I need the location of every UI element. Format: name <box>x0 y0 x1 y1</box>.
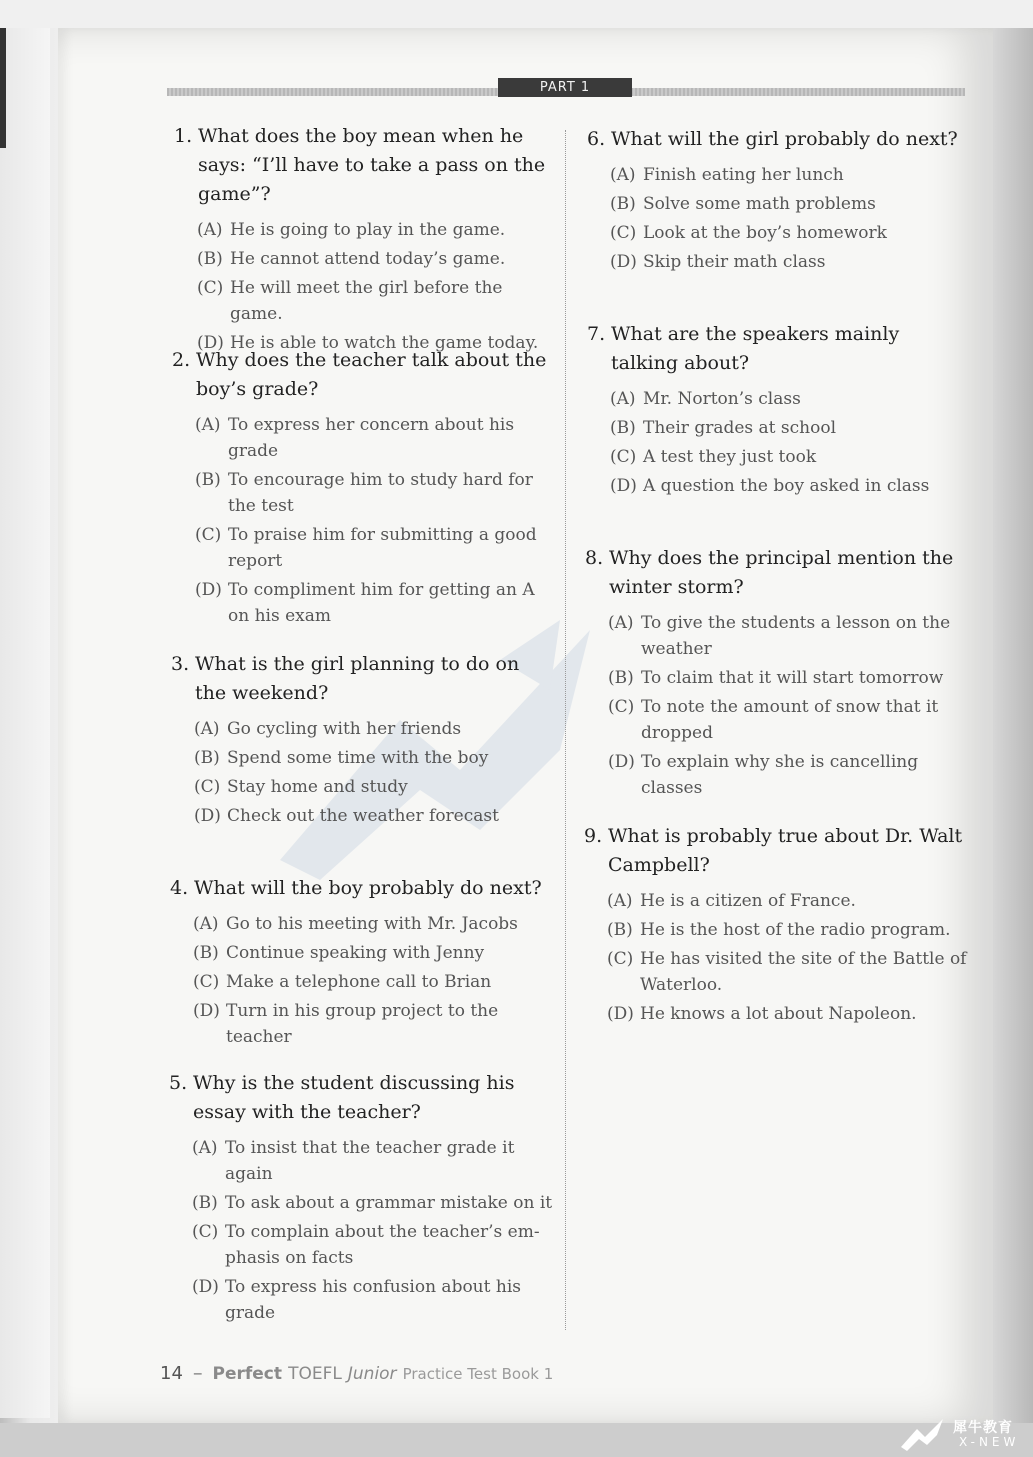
option-list <box>610 162 967 275</box>
option-b <box>195 467 556 519</box>
option-c <box>197 275 556 327</box>
option-text: Their grades at school <box>643 418 837 438</box>
option-text: To express his confusion about his grade <box>225 1277 521 1323</box>
option-a <box>608 610 967 662</box>
option-d <box>193 998 556 1050</box>
option-text: To encourage him to study hard for the test <box>228 470 533 516</box>
question-stem: Why does the principal mention the winter storm? <box>609 547 954 598</box>
option-text: Look at the boy’s homework <box>643 223 887 243</box>
option-text: He is a citizen of France. <box>640 891 856 911</box>
option-text: Stay home and study <box>227 777 408 797</box>
option-letter: (D) <box>607 1004 634 1024</box>
option-list <box>194 716 556 829</box>
option-text: He cannot attend today’s game. <box>230 249 506 269</box>
question-2 <box>172 346 556 632</box>
question-number: 9. <box>584 825 603 847</box>
option-text: Turn in his group project to the teacher <box>226 1001 499 1047</box>
option-letter: (B) <box>193 943 219 963</box>
question-stem: What is probably true about Dr. Walt Campbell? <box>608 825 963 876</box>
option-list <box>195 412 556 629</box>
option-text: Make a telephone call to Brian <box>226 972 492 992</box>
option-b <box>610 415 967 441</box>
question-1 <box>174 122 556 359</box>
question-6 <box>587 125 967 278</box>
option-c <box>608 694 967 746</box>
option-letter: (D) <box>610 476 637 496</box>
question-stem: What will the girl probably do next? <box>611 128 958 150</box>
page-number: 14 <box>160 1363 183 1384</box>
option-letter: (D) <box>197 333 224 353</box>
question-number: 5. <box>169 1072 188 1094</box>
option-b <box>607 917 967 943</box>
option-list <box>192 1135 556 1326</box>
option-d <box>608 749 967 801</box>
option-letter: (C) <box>610 447 637 467</box>
option-text: He is able to watch the game today. <box>230 333 539 353</box>
option-text: To give the students a lesson on the weather <box>641 613 951 659</box>
logo-text-chinese: 犀牛教育 <box>953 1420 1013 1436</box>
option-text: Mr. Norton’s class <box>643 389 801 409</box>
option-letter: (B) <box>197 249 223 269</box>
rhino-logo-icon <box>899 1417 951 1451</box>
option-letter: (B) <box>610 194 636 214</box>
question-stem: What are the speakers mainly talking about? <box>611 323 900 374</box>
option-letter: (C) <box>194 777 221 797</box>
option-c <box>192 1219 556 1271</box>
question-4 <box>170 874 556 1053</box>
option-letter: (D) <box>193 1001 220 1021</box>
option-b <box>610 191 967 217</box>
column-divider <box>565 130 566 1330</box>
option-c <box>193 969 556 995</box>
question-stem: What will the boy probably do next? <box>194 877 542 899</box>
option-letter: (C) <box>197 278 224 298</box>
option-b <box>608 665 967 691</box>
scan-top-strip <box>0 0 1033 28</box>
book-title-junior: Junior <box>347 1364 397 1384</box>
part-label: PART 1 <box>498 78 632 97</box>
question-stem: What does the boy mean when he says: “I’ll have to take a pass on the game”? <box>198 125 546 205</box>
option-a <box>197 217 556 243</box>
question-5 <box>169 1069 556 1329</box>
option-letter: (C) <box>607 949 634 969</box>
option-text: Go cycling with her friends <box>227 719 462 739</box>
logo-text-xnew: X-NEW <box>959 1435 1020 1449</box>
option-letter: (D) <box>610 252 637 272</box>
option-text: Solve some math problems <box>643 194 876 214</box>
question-stem: Why is the student discussing his essay with the teacher? <box>193 1072 515 1123</box>
question-9 <box>584 822 967 1030</box>
option-c <box>195 522 556 574</box>
option-letter: (B) <box>607 920 633 940</box>
option-letter: (B) <box>608 668 634 688</box>
option-letter: (A) <box>192 1138 218 1158</box>
option-text: To praise him for submitting a good report <box>228 525 537 571</box>
option-letter: (C) <box>608 697 635 717</box>
question-number: 8. <box>585 547 604 569</box>
option-letter: (B) <box>192 1193 218 1213</box>
option-letter: (A) <box>610 389 636 409</box>
page-footer <box>160 1362 553 1384</box>
book-title-toefl: TOEFL <box>288 1364 342 1384</box>
footer-dash: – <box>192 1362 203 1384</box>
option-b <box>197 246 556 272</box>
option-text: To express her concern about his grade <box>228 415 515 461</box>
option-text: Check out the weather forecast <box>227 806 499 826</box>
option-text: To claim that it will start tomorrow <box>641 668 944 688</box>
question-3 <box>171 650 556 832</box>
option-text: Spend some time with the boy <box>227 748 489 768</box>
question-stem: Why does the teacher talk about the boy’s grade? <box>196 349 547 400</box>
option-text: He will meet the girl before the game. <box>230 278 503 324</box>
option-list <box>607 888 967 1027</box>
option-letter: (C) <box>193 972 220 992</box>
option-a <box>610 162 967 188</box>
option-b <box>192 1190 556 1216</box>
option-c <box>607 946 967 998</box>
option-a <box>193 911 556 937</box>
option-text: He is the host of the radio program. <box>640 920 951 940</box>
option-letter: (D) <box>192 1277 219 1297</box>
book-title-rest: Practice Test Book 1 <box>402 1365 554 1383</box>
option-text: A test they just took <box>643 447 817 467</box>
question-number: 4. <box>170 877 189 899</box>
option-text: To insist that the teacher grade it again <box>225 1138 515 1184</box>
option-list <box>610 386 967 499</box>
scan-left-edge <box>0 28 50 1418</box>
option-b <box>194 745 556 771</box>
option-a <box>195 412 556 464</box>
option-letter: (B) <box>195 470 221 490</box>
option-letter: (A) <box>610 165 636 185</box>
question-number: 3. <box>171 653 190 675</box>
option-text: He knows a lot about Napoleon. <box>640 1004 917 1024</box>
option-text: Finish eating her lunch <box>643 165 844 185</box>
option-letter: (C) <box>195 525 222 545</box>
corner-logo <box>899 1417 1029 1453</box>
question-8 <box>585 544 967 804</box>
option-letter: (A) <box>607 891 633 911</box>
scan-bottom-strip <box>0 1423 1033 1457</box>
option-text: Skip their math class <box>643 252 826 272</box>
book-title-perfect: Perfect <box>212 1364 283 1384</box>
option-text: He is going to play in the game. <box>230 220 506 240</box>
option-text: He has visited the site of the Battle of Waterloo. <box>640 949 967 995</box>
option-a <box>194 716 556 742</box>
option-text: Go to his meeting with Mr. Jacobs <box>226 914 518 934</box>
option-d <box>610 473 967 499</box>
option-d <box>610 249 967 275</box>
question-number: 2. <box>172 349 191 371</box>
option-a <box>607 888 967 914</box>
option-letter: (A) <box>194 719 220 739</box>
option-list <box>193 911 556 1050</box>
option-text: To explain why she is cancelling classes <box>641 752 919 798</box>
option-c <box>610 444 967 470</box>
option-d <box>192 1274 556 1326</box>
option-letter: (B) <box>194 748 220 768</box>
option-text: To ask about a grammar mistake on it <box>225 1193 553 1213</box>
option-letter: (A) <box>193 914 219 934</box>
option-letter: (D) <box>194 806 221 826</box>
question-number: 6. <box>587 128 606 150</box>
option-a <box>192 1135 556 1187</box>
option-letter: (A) <box>197 220 223 240</box>
option-letter: (D) <box>608 752 635 772</box>
option-letter: (B) <box>610 418 636 438</box>
option-letter: (D) <box>195 580 222 600</box>
question-number: 7. <box>587 323 606 345</box>
option-letter: (A) <box>195 415 221 435</box>
option-text: A question the boy asked in class <box>643 476 930 496</box>
option-d <box>194 803 556 829</box>
option-d <box>607 1001 967 1027</box>
option-a <box>610 386 967 412</box>
option-list <box>197 217 556 356</box>
option-c <box>610 220 967 246</box>
option-letter: (A) <box>608 613 634 633</box>
scan-binding-shadow <box>0 28 6 148</box>
option-text: To complain about the teacher’s em-phasis on facts <box>225 1222 540 1268</box>
option-text: To note the amount of snow that it dropped <box>641 697 939 743</box>
question-stem: What is the girl planning to do on the weekend? <box>195 653 520 704</box>
option-c <box>194 774 556 800</box>
option-text: To compliment him for getting an A on his exam <box>228 580 535 626</box>
question-number: 1. <box>174 125 193 147</box>
question-7 <box>587 320 967 502</box>
option-letter: (C) <box>610 223 637 243</box>
option-letter: (C) <box>192 1222 219 1242</box>
option-d <box>195 577 556 629</box>
option-list <box>608 610 967 801</box>
option-text: Continue speaking with Jenny <box>226 943 485 963</box>
option-b <box>193 940 556 966</box>
